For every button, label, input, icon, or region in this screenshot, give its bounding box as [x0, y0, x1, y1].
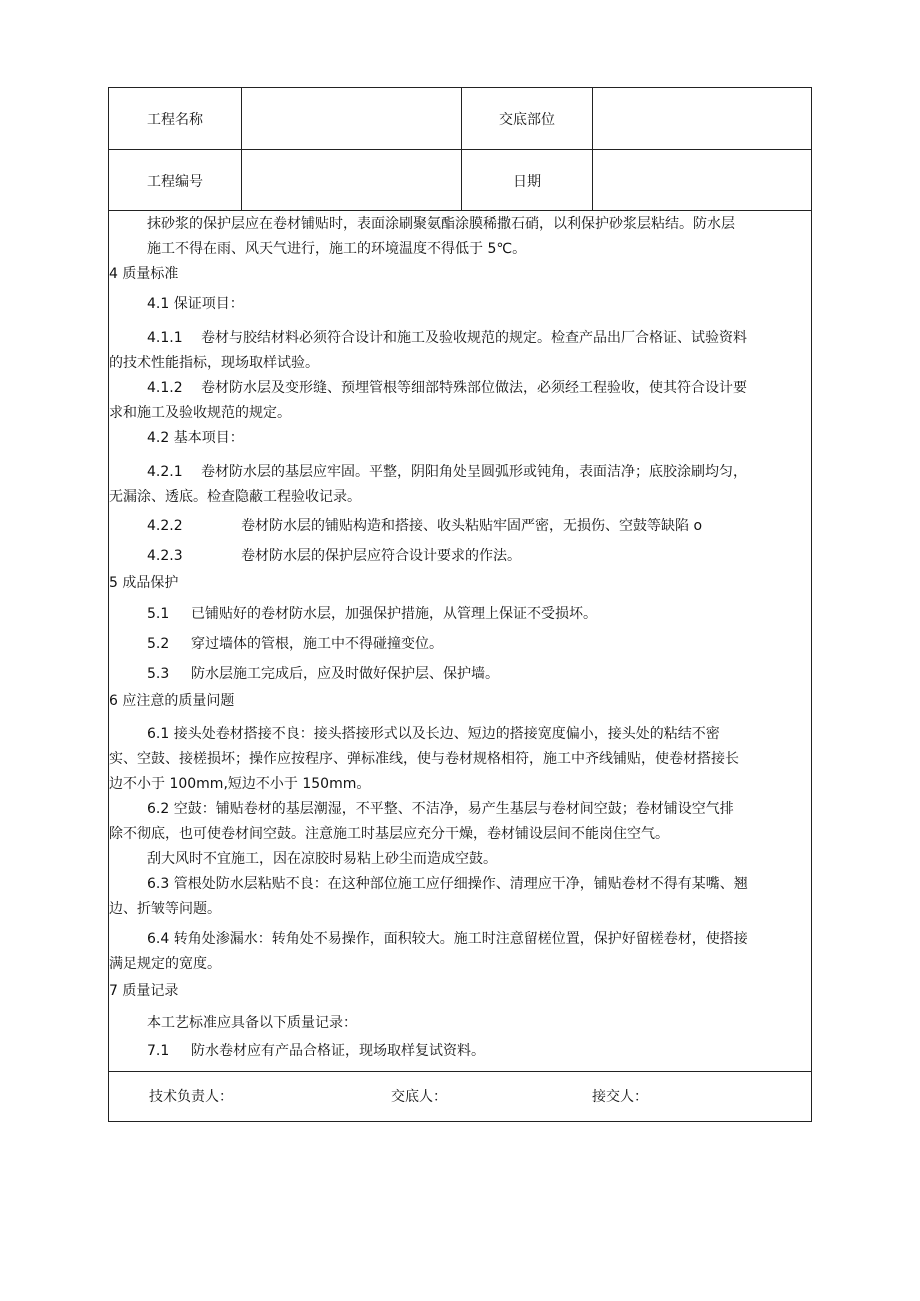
handover-by-signature-label: 交底人：	[391, 1089, 447, 1105]
item-4-2-2-number: 4.2.2	[147, 518, 183, 534]
item-4-2-1-line-2: 无漏涂、透底。检查隐蔽工程验收记录。	[109, 489, 361, 505]
project-no-field[interactable]	[241, 150, 461, 211]
item-7-1-text: 防水卷材应有产品合格证，现场取样复试资料。	[191, 1043, 485, 1059]
signature-row	[109, 1071, 811, 1121]
tech-lead-signature-label: 技术负责人：	[149, 1089, 233, 1105]
item-4-2-3-text: 卷材防水层的保护层应符合设计要求的作法。	[241, 548, 521, 564]
project-name-label: 工程名称	[147, 111, 203, 128]
item-5-1-text: 已铺贴好的卷材防水层，加强保护措施，从管理上保证不受损坏。	[191, 606, 597, 622]
item-5-2-number: 5.2	[147, 636, 170, 652]
section-4-1-heading: 4.1 保证项目：	[147, 296, 244, 312]
item-4-1-2-line-1: 卷材防水层及变形缝、预埋管根等细部特殊部位做法，必须经工程验收，使其符合设计要	[201, 380, 747, 396]
section-5-heading: 5 成品保护	[109, 575, 179, 591]
header-row-2	[109, 149, 811, 211]
item-5-3-text: 防水层施工完成后，应及时做好保护层、保护墙。	[191, 666, 499, 682]
item-5-1-number: 5.1	[147, 606, 170, 622]
date-label: 日期	[461, 150, 592, 211]
item-4-1-1-number: 4.1.1	[147, 330, 183, 346]
handover-sheet	[108, 87, 812, 1122]
item-6-4-line-2: 满足规定的宽度。	[109, 956, 221, 972]
para-protect-line-1: 抹砂浆的保护层应在卷材铺贴时，表面涂刷聚氨酯涂膜稀撒石硝，以利保护砂浆层粘结。防水层	[147, 216, 735, 232]
section-4-heading: 4 质量标准	[109, 266, 179, 282]
item-6-2-line-1: 6.2 空鼓：铺贴卷材的基层潮湿，不平整、不洁净，易产生基层与卷材间空鼓；卷材铺设空气排	[147, 801, 734, 817]
item-6-1-line-1: 6.1 接头处卷材搭接不良：接头搭接形式以及长边、短边的搭接宽度偏小，接头处的粘结不密	[147, 726, 720, 742]
item-4-1-2-number: 4.1.2	[147, 380, 183, 396]
project-no-label: 工程编号	[147, 173, 203, 190]
item-6-2-line-2: 除不彻底，也可使卷材间空鼓。注意施工时基层应充分干燥，卷材铺设层间不能岗住空气。	[109, 826, 669, 842]
content-body	[109, 210, 811, 1071]
item-6-3-line-1: 6.3 管根处防水层粘贴不良：在这种部位施工应仔细操作、清理应干净，铺贴卷材不得有某嘴、翘	[147, 876, 748, 892]
item-4-1-1-line-1: 卷材与胶结材料必须符合设计和施工及验收规范的规定。检查产品出厂合格证、试验资料	[201, 330, 747, 346]
item-4-2-1-line-1: 卷材防水层的基层应牢固。平整，阴阳角处呈圆弧形或钝角，表面洁净；底胶涂刷均匀，	[201, 464, 747, 480]
handover-part-label: 交底部位	[461, 88, 592, 149]
item-4-2-1-number: 4.2.1	[147, 464, 183, 480]
date-field[interactable]	[592, 150, 811, 211]
item-4-1-2-line-2: 求和施工及验收规范的规定。	[109, 405, 291, 421]
section-6-heading: 6 应注意的质量问题	[109, 693, 235, 709]
header-row-1	[109, 88, 811, 149]
para-protect-line-2: 施工不得在雨、风天气进行，施工的环境温度不得低于 5℃。	[147, 241, 527, 257]
item-4-2-2-text: 卷材防水层的铺贴构造和搭接、收头粘贴牢固严密，无损伤、空鼓等缺陷 o	[241, 518, 703, 534]
item-6-4-line-1: 6.4 转角处渗漏水：转角处不易操作，面积较大。施工时注意留槎位置，保护好留槎卷材，使搭接	[147, 931, 748, 947]
item-4-2-3-number: 4.2.3	[147, 548, 183, 564]
project-name-field[interactable]	[241, 88, 461, 149]
section-4-2-heading: 4.2 基本项目：	[147, 430, 244, 446]
section-7-heading: 7 质量记录	[109, 983, 179, 999]
handover-part-field[interactable]	[592, 88, 811, 149]
item-6-3-line-2: 边、折皱等问题。	[109, 901, 221, 917]
item-6-2-line-3: 刮大风时不宜施工，因在凉胶时易粘上砂尘而造成空鼓。	[147, 851, 497, 867]
item-4-1-1-line-2: 的技术性能指标，现场取样试验。	[109, 355, 319, 371]
item-7-1-number: 7.1	[147, 1043, 170, 1059]
receiver-signature-label: 接交人：	[592, 1089, 648, 1105]
item-6-1-line-3: 边不小于 100mm,短边不小于 150mm。	[109, 776, 371, 792]
item-5-3-number: 5.3	[147, 666, 170, 682]
section-7-intro: 本工艺标准应具备以下质量记录：	[147, 1015, 357, 1031]
item-6-1-line-2: 实、空鼓、接槎损坏；操作应按程序、弹标准线，使与卷材规格相符，施工中齐线铺贴，使卷材搭接长	[109, 751, 739, 767]
item-5-2-text: 穿过墙体的管根，施工中不得碰撞变位。	[191, 636, 443, 652]
